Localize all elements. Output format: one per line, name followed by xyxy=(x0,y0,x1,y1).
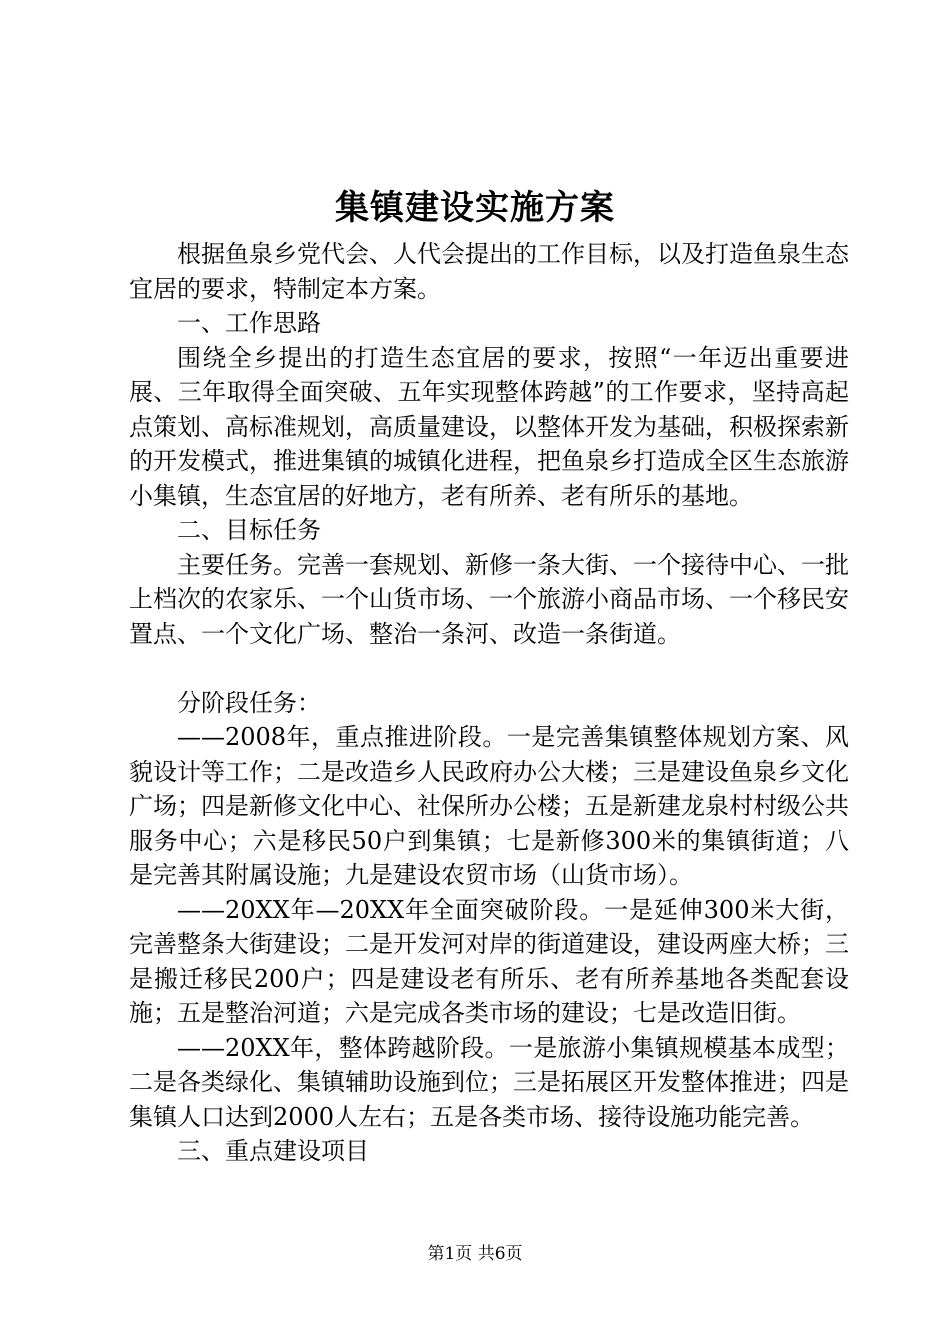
paragraph-phase-breakthrough: ——20XX年—20XX年全面突破阶段。一是延伸300米大街，完善整条大街建设；二是开发河对岸的街道建设，建设两座大桥；三是搬迁移民200户；四是建设老有所乐、老有所养基地各类配套设施；五是整治河道；六是完成各类市场的建设；七是改造旧街。 xyxy=(129,895,849,1027)
paragraph-intro: 根据鱼泉乡党代会、人代会提出的工作目标，以及打造鱼泉生态宜居的要求，特制定本方案。 xyxy=(129,240,849,303)
heading-work-approach: 一、工作思路 xyxy=(177,309,321,337)
heading-key-projects: 三、重点建设项目 xyxy=(177,1137,369,1165)
paragraph-phase-leap: ——20XX年，整体跨越阶段。一是旅游小集镇规模基本成型；二是各类绿化、集镇辅助设施到位；三是拓展区开发整体推进；四是集镇人口达到2000人左右；五是各类市场、接待设施功能完善。 xyxy=(129,1033,849,1131)
document-body xyxy=(129,237,849,1169)
paragraph-phase-2008: ——2008年，重点推进阶段。一是完善集镇整体规划方案、风貌设计等工作；二是改造乡人民政府办公大楼；三是建设鱼泉乡文化广场；四是新修文化中心、社保所办公楼；五是新建龙泉村村级公共服务中心；六是移民50户到集镇；七是新修300米的集镇街道；八是完善其附属设施；九是建设农贸市场（山货市场）。 xyxy=(129,723,849,889)
document-title: 集镇建设实施方案 xyxy=(335,188,615,228)
paragraph-work-approach: 围绕全乡提出的打造生态宜居的要求，按照“一年迈出重要进展、三年取得全面突破、五年实现整体跨越”的工作要求，坚持高起点策划、高标准规划，高质量建设，以整体开发为基础，积极探索新的开发模式，推进集镇的城镇化进程，把鱼泉乡打造成全区生态旅游小集镇，生态宜居的好地方，老有所养、老有所乐的基地。 xyxy=(129,343,849,510)
paragraph-phased-tasks-label: 分阶段任务： xyxy=(177,688,321,717)
heading-goals-tasks: 二、目标任务 xyxy=(177,516,321,544)
page-number-footer: 第1页 共6页 xyxy=(427,1244,523,1264)
paragraph-main-tasks: 主要任务。完善一套规划、新修一条大街、一个接待中心、一批上档次的农家乐、一个山货市场、一个旅游小商品市场、一个移民安置点、一个文化广场、整治一条河、改造一条街道。 xyxy=(129,550,849,648)
